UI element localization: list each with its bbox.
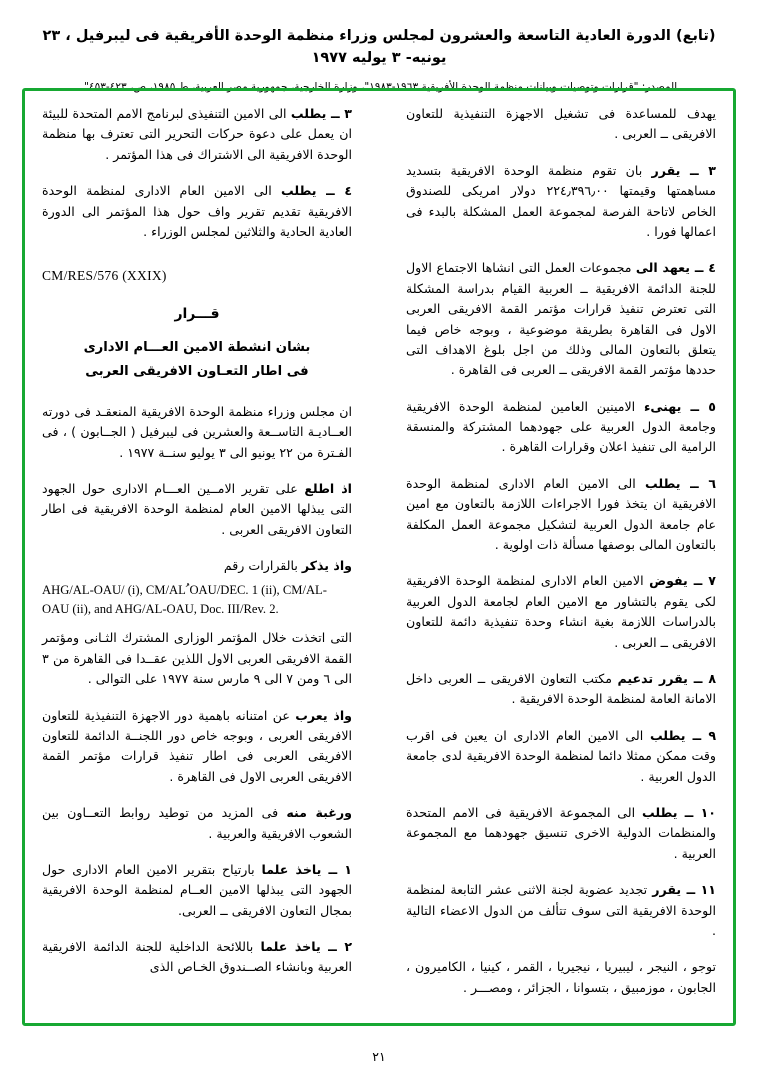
resolution-subtitle [42,336,352,384]
paragraph [42,803,352,844]
paragraph [406,669,716,710]
paragraph-text: الى الامين العام الادارى ان يعين فى اقرب وقت ممكن ممثلا دائما لمنظمة الوحدة الافريقية لدى جامعة الدول العربية . [406,727,716,784]
paragraph [42,181,352,242]
source-note: المصدر: "قرارات وتوصيات وبيانات منظمة الوحدة الأفريقية ١٩٦٣-١٩٨٣"، وزارة الخارجية، جمهورية مصر العربية، ط ١٩٨٥، ص، ٤٢٣-٤٥٣". [80,80,678,93]
paragraph-text: الى الامين العام الادارى لمنظمة الوحدة الافريقية ان يتخذ فورا الاجراءات اللازمة بالتعاون مع امين عام جامعة الدول العربية لتشكيل مجموعة العمل المكلفة بالتعاون المالى بوصفها مسألة ذات اولوية . [406,475,716,553]
right-column [396,96,726,1018]
paragraph [406,161,716,243]
page-number: ٢١ [372,1049,386,1064]
paragraph [406,957,716,998]
resolution-subtitle-line-1: بشان انشطة الامين العـــام الادارى [83,340,311,356]
paragraph [42,937,352,978]
paragraph [406,104,716,145]
paragraph-text: الامين العام الادارى لمنظمة الوحدة الافريقية لكى يقوم بالتشاور مع الامين العام لجامعة الدول العربية بالدراسات اللازمة بغية انشاء وحدة تنفيذية دائمة للتعاون الافريقى ــ العربى . [406,573,716,650]
paragraph-text: الى المجموعة الافريقية فى الامم المتحدة والمنظمات الدولية الاخرى تنسيق جهودهما مع المجموعة العربية . [406,804,716,861]
paragraph-lead: ٤ ــ يطلب [280,183,352,199]
paragraph-text: على تقرير الامــين العـــام الادارى حول الجهود التى يبذلها الامين العام لمنظمة الوحدة الافريقية فى اطار التعاون الافريقى العربى . [42,481,352,537]
paragraph-lead: ١٠ ــ يطلب [642,804,716,820]
paragraph-text: الى الامين التنفيذى لبرنامج الامم المتحدة للبيئة ان يعمل على دعوة حركات التحرير التى تعترف بها منظمة الوحدة الافريقية الى الاشتراك فى هذا المؤتمر . [42,106,352,162]
resolution-identifier: CM/RES/576 (XXIX) [42,268,167,284]
paragraph-text: باللائحة الداخلية للجنة الدائمة الافريقية العربية وبانشاء الصــندوق الخـاص الذى [42,939,352,975]
paragraph-lead: واذ يعرب [295,707,352,723]
paragraph-lead: اذ اطلع [304,481,352,497]
paragraph-text: تجديد عضوية لجنة الاثنى عشر التابعة لمنظمة الوحدة الافريقية التى سوف تتألف من الدول الاعضاء التالية . [406,882,716,938]
paragraph-lead: ٥ ــ يهنىء [643,398,716,414]
paragraph-text: الامينين العامين لمنظمة الوحدة الافريقية وجامعة الدول العربية على جهودهما المشتركة والمنسقة الرامية الى تنفيذ اعلان وقرارات القاهرة . [406,398,716,455]
paragraph [406,803,716,864]
resolution-subtitle-line-2: فى اطار التعـاون الافريقى العربى [85,364,309,380]
paragraph [42,860,352,921]
paragraph-text: توجو ، النيجر ، ليبيريا ، نيجيريا ، القمر ، كينيا ، الكاميرون ، الجابون ، موزمبيق ، بتسوانا ، الجزائر ، ومصـــر . [406,959,716,995]
paragraph-text: ان مجلس وزراء منظمة الوحدة الافريقية المنعقـد فى دورته العــاديـة التاســعة والعشرين فى ليبرفيل ( الجــابون ) ، فى الفـترة من ٢٢ يونيو الى ٣ يوليو سنــة ١٩٧٧ . [42,403,352,460]
paragraph-lead: ٧ ــ يفوض [649,573,716,589]
page-header [0,0,758,95]
paragraph-lead: ٣ ــ يقرر [651,162,716,178]
paragraph [42,628,352,689]
paragraph-text: عن امتنانه باهمية دور الاجهزة التنفيذية للتعاون الافريقى العربى ، وبوجه خاص دور اللجنــة الدائمة للتعاون الافريقى العربى فى اطار تنفيذ قرارات مؤتمر القمة الافريقى العربى الاول فى القاهرة . [42,707,352,784]
paragraph-text: بارتياح بتقرير الامين العام الادارى حول الجهود التى يبذلها الامين العــام لمنظمة الوحدة الافريقية بمجال التعاون الافريقى ــ العربى. [42,861,352,918]
paragraph-lead: ٦ ــ يطلب [644,475,716,491]
paragraph-text: يهدف للمساعدة فى تشغيل الاجهزة التنفيذية للتعاون الافريقى ــ العربى . [406,106,716,142]
paragraph-lead: ٣ ــ يطلب [290,106,352,121]
paragraph [406,474,716,556]
paragraph-text: بان تقوم منظمة الوحدة الافريقية بتسديد مساهمتها وقيمتها ٢٢٤٫٣٩٦٫٠٠ دولار امريكى للصندوق الخاص لاتاحة الفرصة لمجموعة العمل المشكلة بالبدء فى اعمالها فورا . [406,162,716,239]
page-title: (تابع) الدورة العادية التاسعة والعشرون لمجلس وزراء منظمة الوحدة الأفريقية فى ليبرفيل ، ٢٣ يونيه- ٣ يوليه ١٩٧٧ [42,28,716,66]
paragraph [42,479,352,540]
paragraph-lead: ورغبة منه [286,805,352,821]
paragraph-text: فى المزيد من توطيد روابط التعــاون بين الشعوب الافريقية والعربية . [42,805,352,841]
paragraph-lead: ٨ ــ يقرر تدعيم [617,670,716,686]
paragraph [406,571,716,653]
paragraph-text: مجموعات العمل التى انشاها الاجتماع الاول للجنة الدائمة الافريقية ــ العربية القيام بدراسة المشكلة التى تعترض تنفيذ قرارات مؤتمر القمة الافريقى العربى الاول فى القاهرة بطريقة موضوعية ، وبوجه خاص فيما يتعلق بالتعاون المالى وذلك من اجل بلوغ الاهداف التى حددها مؤتمر القمة الافريقى ــ العربى فى القاهرة . [406,260,716,378]
paragraph [42,706,352,788]
paragraph [42,104,352,165]
paragraph-text: مكتب التعاون الافريقى ــ العربى داخل الامانة العامة لمنظمة الوحدة الافريقية . [406,670,716,707]
two-column-body [32,96,726,1018]
paragraph [406,726,716,787]
paragraph [406,258,716,380]
paragraph-lead: ٤ ــ يعهد الى [635,260,716,276]
paragraph [406,880,716,941]
paragraph [406,397,716,458]
paragraph-text: بالقرارات رقم [223,558,298,574]
resolution-heading: قـــرار [174,306,220,323]
left-column [32,96,362,1018]
paragraph-lead: ١١ ــ يقرر [652,882,716,898]
paragraph-text: الى الامين العام الادارى لمنظمة الوحدة الافريقية تقديم تقرير واف حول هذا المؤتمر الى الدورة العادية الحادية والثلاثين لمجلس الوزراء . [42,183,352,239]
latin-reference-codes: AHG/AL-OAU/ (i), CM/AL ُOAU/DEC. 1 (ii), CM/AL-OAU (ii), and AHG/AL-OAU, Doc. III/Rev. 2. [42,582,327,616]
paragraph-lead: ٢ ــ ياخذ علما [260,939,352,955]
paragraph-lead: واذ يذكر [301,558,352,574]
paragraph [42,402,352,463]
paragraph-lead: ١ ــ ياخذ علما [261,861,352,877]
paragraph-text: التى اتخذت خلال المؤتمر الوزارى المشترك الثـانى ومؤتمر القمة الافريقى العربى الاول اللذين عقــدا فى القاهرة من ٣ الى ٦ ومن ٧ الى ٩ مارس سنة ١٩٧٧ على التوالى . [42,630,352,687]
paragraph [42,556,352,576]
paragraph-lead: ٩ ــ يطلب [649,727,716,743]
